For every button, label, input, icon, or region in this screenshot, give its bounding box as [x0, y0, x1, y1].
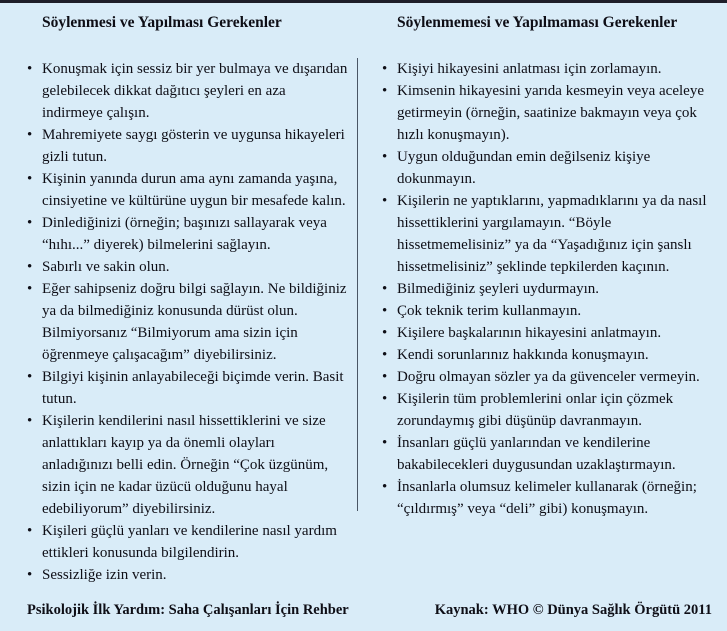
bullet-icon: •	[27, 523, 33, 539]
bullet-icon: •	[27, 281, 33, 297]
dont-list	[382, 58, 713, 520]
list-item	[382, 366, 713, 388]
page-footer	[0, 601, 727, 619]
two-column-table	[0, 3, 727, 586]
list-item-text: Bilmediğiniz şeyleri uydurmayın.	[397, 281, 600, 297]
bullet-icon: •	[382, 281, 388, 297]
bullet-icon: •	[382, 193, 388, 209]
list-item-text: İnsanları güçlü yanlarından ve kendilerine bakabilecekleri duygusundan uzaklaştırmayın.	[397, 435, 676, 473]
dont-column-header: Söylenmemesi ve Yapılmaması Gerekenler	[397, 14, 678, 31]
bullet-icon: •	[27, 369, 33, 385]
bullet-icon: •	[382, 325, 388, 341]
list-item	[382, 322, 713, 344]
list-item-text: Kişilerin tüm problemlerini onlar için çözmek zorundaymış gibi düşünüp davranmayın.	[397, 391, 674, 429]
bullet-icon: •	[382, 83, 388, 99]
list-item	[27, 366, 349, 410]
bullet-icon: •	[382, 149, 388, 165]
list-item-text: Kişilere başkalarının hikayesini anlatmayın.	[397, 325, 662, 341]
bullet-icon: •	[382, 479, 388, 495]
list-item-text: Sabırlı ve sakin olun.	[42, 259, 170, 275]
list-item	[382, 300, 713, 322]
list-item-text: Eğer sahipseniz doğru bilgi sağlayın. Ne bildiğiniz ya da bilmediğiniz konusunda dürüst olun. Bilmiyorsanız “Bilmiyorum ama sizin için öğrenmeye çalışacağım” diyebilirsiniz.	[42, 281, 347, 363]
list-item-text: Kişilerin kendilerini nasıl hissettiklerini ve size anlattıkları kayıp ya da önemli olayları anladığınızı belli edin. Örneğin “Çok üzgünüm, sizin için ne kadar üzücü olduğunu hayal edebiliyorum” diyebilirsiniz.	[42, 413, 329, 517]
list-item-text: Dinlediğinizi (örneğin; başınızı sallayarak veya “hıhı...” diyerek) bilmelerini sağlayın.	[42, 215, 327, 253]
list-item	[382, 58, 713, 80]
list-item-text: Doğru olmayan sözler ya da güvenceler vermeyin.	[397, 369, 700, 385]
list-item	[382, 80, 713, 146]
list-item-text: Kişileri güçlü yanları ve kendilerine nasıl yardım ettikleri konusunda bilgilendirin.	[42, 523, 337, 561]
bullet-icon: •	[382, 61, 388, 77]
bullet-icon: •	[382, 369, 388, 385]
bullet-icon: •	[27, 61, 33, 77]
list-item-text: İnsanlarla olumsuz kelimeler kullanarak (örneğin; “çıldırmış” veya “deli” gibi) konuşmayın.	[397, 479, 697, 517]
list-item	[382, 432, 713, 476]
list-item	[27, 564, 349, 586]
list-item-text: Kimsenin hikayesini yarıda kesmeyin veya aceleye getirmeyin (örneğin, saatinize bakmayın veya çok hızlı konuşmayın).	[397, 83, 704, 143]
list-item	[27, 58, 349, 124]
list-item-text: Kişilerin ne yaptıklarını, yapmadıklarını ya da nasıl hissettiklerini yargılamayın. “Böyle hissetmemelisiniz” ya da “Yaşadığınız için şanslı hissetmelisiniz” şeklinde tepkilerden kaçının.	[397, 193, 707, 275]
bullet-icon: •	[27, 127, 33, 143]
list-item	[382, 278, 713, 300]
list-item	[382, 388, 713, 432]
list-item	[27, 168, 349, 212]
list-item	[27, 278, 349, 366]
bullet-icon: •	[27, 259, 33, 275]
do-column-header: Söylenmesi ve Yapılması Gerekenler	[42, 14, 282, 31]
list-item-text: Bilgiyi kişinin anlayabileceği biçimde verin. Basit tutun.	[42, 369, 344, 407]
bullet-icon: •	[382, 435, 388, 451]
list-item-text: Sessizliğe izin verin.	[42, 567, 167, 583]
footer-document-title: Psikolojik İlk Yardım: Saha Çalışanları İçin Rehber	[27, 602, 349, 618]
list-item-text: Mahremiyete saygı gösterin ve uygunsa hikayeleri gizli tutun.	[42, 127, 345, 165]
bullet-icon: •	[27, 567, 33, 583]
bullet-icon: •	[382, 347, 388, 363]
column-divider	[357, 58, 358, 511]
bullet-icon: •	[382, 303, 388, 319]
list-item	[27, 124, 349, 168]
list-item	[382, 146, 713, 190]
list-item	[27, 520, 349, 564]
list-item-text: Kendi sorunlarınız hakkında konuşmayın.	[397, 347, 649, 363]
bullet-icon: •	[27, 413, 33, 429]
do-column	[0, 3, 357, 586]
list-item-text: Uygun olduğundan emin değilseniz kişiye dokunmayın.	[397, 149, 651, 187]
list-item	[382, 476, 713, 520]
bullet-icon: •	[27, 215, 33, 231]
list-item	[27, 256, 349, 278]
list-item	[27, 410, 349, 520]
list-item	[382, 344, 713, 366]
list-item	[382, 190, 713, 278]
list-item-text: Konuşmak için sessiz bir yer bulmaya ve dışarıdan gelebilecek dikkat dağıtıcı şeyleri en aza indirmeye çalışın.	[42, 61, 348, 121]
list-item-text: Çok teknik terim kullanmayın.	[397, 303, 582, 319]
list-item	[27, 212, 349, 256]
list-item-text: Kişinin yanında durun ama aynı zamanda yaşına, cinsiyetine ve kültürüne uygun bir mesafede kalın.	[42, 171, 346, 209]
list-item-text: Kişiyi hikayesini anlatması için zorlamayın.	[397, 61, 662, 77]
dont-column	[357, 3, 727, 520]
bullet-icon: •	[382, 391, 388, 407]
bullet-icon: •	[27, 171, 33, 187]
footer-source-credit: Kaynak: WHO © Dünya Sağlık Örgütü 2011	[434, 602, 712, 618]
do-list	[27, 58, 349, 586]
